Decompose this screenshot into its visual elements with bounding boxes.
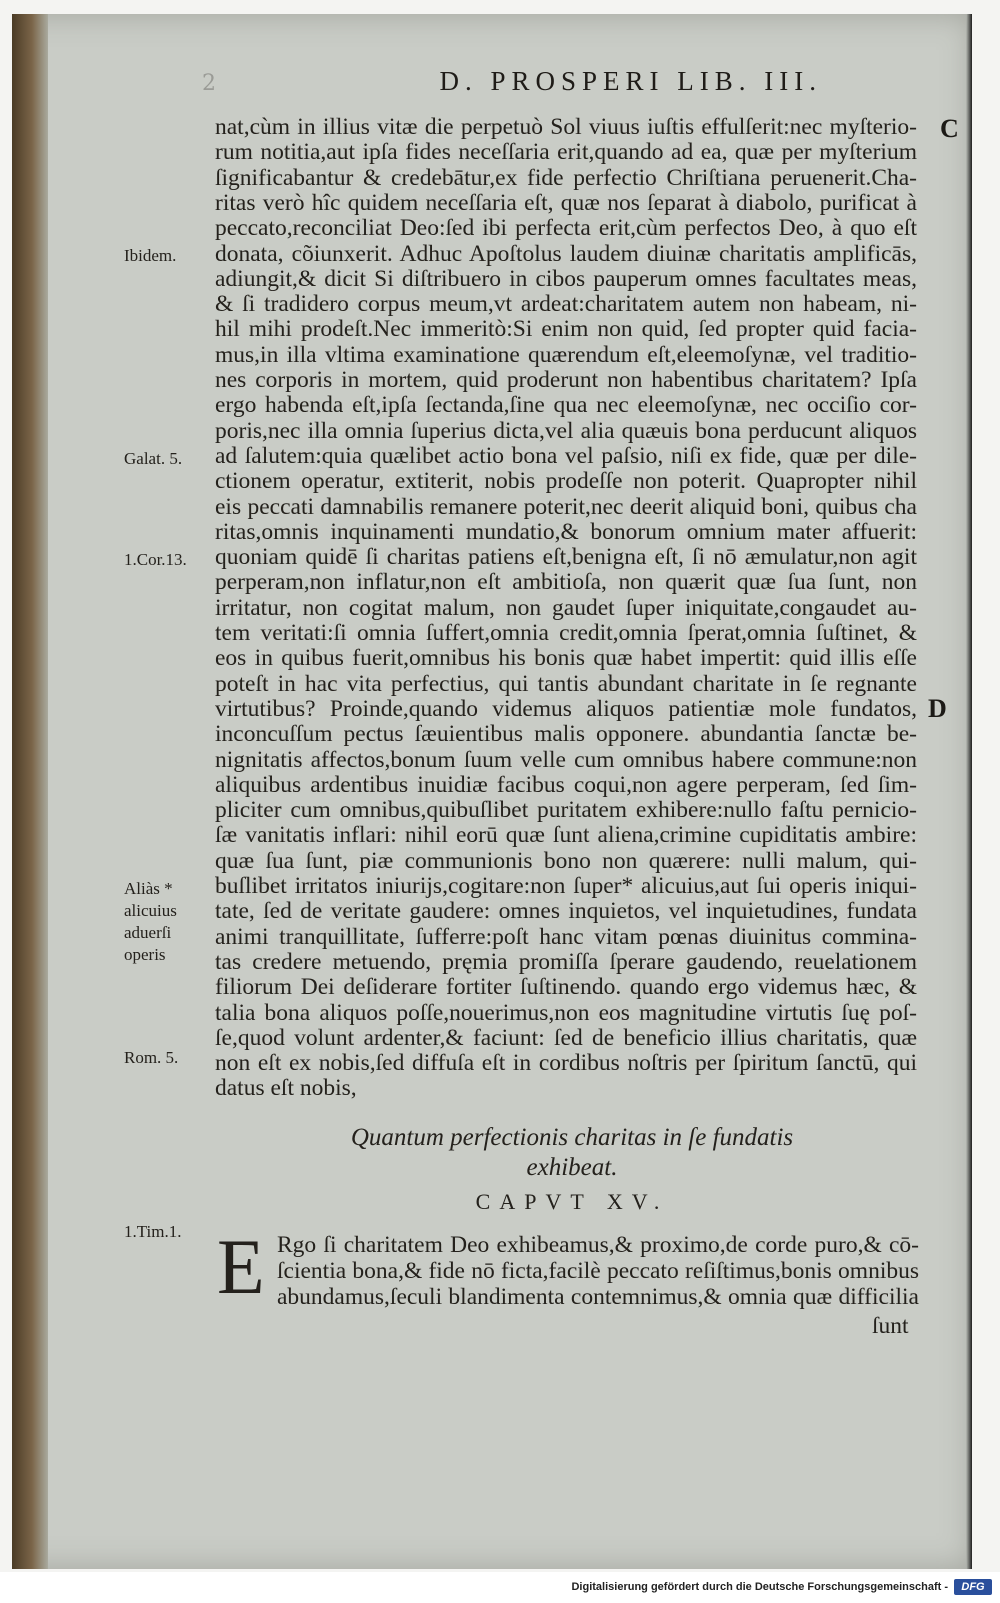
margin-note-rom: Rom. 5. bbox=[124, 1048, 179, 1067]
chapter-line: abundamus,ſeculi blandimenta contemnimus,& omnia quæ difficilia bbox=[277, 1284, 919, 1310]
text-line: buſlibet irritatos iniurijs,cogitare:non ſuper* alicuius,aut ſui operis iniqui- bbox=[215, 873, 917, 899]
chapter-label: CAPVT XV. bbox=[475, 1189, 669, 1214]
text-line: perperam,non inflatur,non eſt ambitioſa, non quærit quæ ſua ſunt, non bbox=[215, 569, 917, 596]
text-line: poris,nec illa omnia ſuperius dicta,vel alia quæuis bona perducunt aliquos bbox=[215, 417, 917, 444]
page-header bbox=[202, 66, 942, 97]
drop-capital: E bbox=[217, 1223, 265, 1310]
text-line: ſignificabantur & credebātur,ex fide perfectio Chriſtiana peruenerit.Cha- bbox=[215, 164, 917, 191]
text-line: quæ ſua ſunt, piæ communionis bono non quærere: nulli malum, qui- bbox=[215, 847, 917, 874]
text-line: donata, cõiunxerit. Adhuc Apoſtolus laudem diuinæ charitatis amplificās, bbox=[215, 240, 917, 267]
text-line: virtutibus? Proinde,quando videmus aliquos patientiæ mole fundatos, bbox=[215, 695, 917, 722]
catchword: ſunt bbox=[872, 1313, 909, 1339]
text-line: nignitatis affectos,bonum ſuum velle cum omnibus habere commune:non bbox=[215, 746, 917, 773]
margin-note-galat: Galat. 5. bbox=[124, 449, 183, 468]
text-line: ctionem operatur, extiterit, nobis prodeſſe non poterit. Quapropter nihil bbox=[215, 468, 917, 495]
text-line: animi tranquillitate, ſufferre:poſt hanc vitam pœnas diuinitus commina- bbox=[215, 923, 917, 950]
text-line: nes corporis in mortem, quid proderunt non habentibus charitatem? Ipſa bbox=[215, 367, 917, 393]
text-line: adiungit,& dicit Si diſtribuero in cibos pauperum omnes facultates meas, bbox=[215, 265, 917, 292]
text-line: & ſi tradidero corpus meum,vt ardeat:charitatem autem non habeam, ni- bbox=[215, 291, 917, 318]
text-line: irritatur, non cogitat malum, non gaudet ſuper iniquitate,congaudet au- bbox=[215, 594, 917, 621]
margin-note-alias: Aliàs * alicuius aduerſi operis bbox=[124, 879, 177, 964]
dfg-logo: DFG bbox=[954, 1579, 992, 1595]
margin-letter-c: C bbox=[940, 114, 959, 143]
text-line: talia bona aliquos poſſe,nouerimus,non eos magnitudine virtutis ſuę poſ- bbox=[215, 999, 917, 1026]
text-line: peccato,reconciliat Deo:ſed ibi perfecta erit,cùm perfectos Deo, à quo eſt bbox=[215, 215, 917, 242]
book-spine bbox=[12, 14, 48, 1569]
text-line: datus eſt nobis, bbox=[215, 1075, 357, 1102]
page-edge bbox=[966, 14, 972, 1569]
text-line: nat,cùm in illius vitæ die perpetuò Sol viuus iuſtis effulſerit:nec myſterio- bbox=[215, 114, 917, 140]
page-number: 2 bbox=[202, 71, 216, 96]
text-line: poteſt in hac vita perfectius, qui tantis abundant charitate in ſe regnante bbox=[215, 670, 917, 697]
text-line: tem veritati:ſi omnia ſuffert,omnia credit,omnia ſperat,omnia ſuſtinet, & bbox=[215, 620, 917, 646]
text-line: ſæ vanitatis inflari: nihil eorū quæ ſunt aliena,crimine cupiditatis ambire: bbox=[215, 822, 917, 849]
text-line: filiorum Dei deſiderare fortiter ſuſtinendo. quando ergo videmus hæc, & bbox=[215, 974, 917, 1001]
text-line: tas credere metuendo, pręmia promiſſa ſperare gaudendo, reuelationem bbox=[215, 948, 917, 975]
chapter-title-line-2: exhibeat. bbox=[526, 1154, 618, 1181]
text-line: ſe,quod volunt ardenter,& faciunt: ſed de beneficio illius charitatis, quæ bbox=[215, 1024, 917, 1051]
text-line: pliciter cum omnibus,quibuſlibet puritatem exhibere:nullo faſtu pernicio- bbox=[215, 797, 917, 824]
text-line: ad ſalutem:quia quælibet actio bona vel paſsio, niſi ex fide, quæ per dile- bbox=[215, 442, 917, 469]
text-line: aliquibus ardentibus inuidiæ facibus coqui,non agere perperam, ſed ſim- bbox=[215, 771, 917, 798]
text-line: inconcuſſum pectus ſæuientibus malis opponere. abundantia ſanctæ be- bbox=[215, 721, 917, 748]
chapter-line: Rgo ſi charitatem Deo exhibeamus,& proximo,de corde puro,& cō- bbox=[277, 1232, 919, 1258]
text-line: tate, ſed de veritate gaudere: omnes inquietos, vel inquietudines, fundata bbox=[215, 898, 917, 925]
text-line: eos in quibus fuerit,omnibus his bonis quæ habet impertit: quid illis eſſe bbox=[215, 645, 917, 672]
text-line: hil mihi prodeſt.Nec immeritò:Si enim non quid, ſed propter quid facia- bbox=[215, 316, 917, 343]
scanned-page bbox=[12, 14, 972, 1569]
footer-credit: Digitalisierung gefördert durch die Deutsche Forschungsgemeinschaft - bbox=[571, 1581, 948, 1593]
text-line: ritas,omnis inquinamenti mundatio,& bonorum omnium mater affuerit: bbox=[215, 518, 917, 545]
text-line: eis peccati damnabilis remanere poterit,nec deerit aliquid boni, quibus cha bbox=[215, 493, 917, 520]
text-line: non eſt ex nobis,ſed diffuſa eſt in cordibus noſtris per ſpiritum ſanctū, qui bbox=[215, 1050, 917, 1077]
margin-note-tim: 1.Tim.1. bbox=[124, 1222, 182, 1241]
text-line: mus,in illa vltima examinatione quærendum eſt,eleemoſynæ, vel traditio- bbox=[215, 341, 917, 368]
margin-note-ibidem: Ibidem. bbox=[124, 246, 177, 265]
chapter-line: ſcientia bona,& fide nō ficta,facilè peccato reſiſtimus,bonis omnibus bbox=[277, 1258, 919, 1284]
text-line: ergo habenda eſt,ipſa ſectanda,ſine qua nec eleemoſynæ, nec occiſio cor- bbox=[215, 392, 917, 419]
margin-note-cor: 1.Cor.13. bbox=[124, 550, 187, 569]
text-line: quoniam quidē ſi charitas patiens eſt,benigna eſt, ſi nō æmulatur,non agit bbox=[215, 544, 917, 571]
chapter-title-line-1: Quantum perfectionis charitas in ſe fundatis bbox=[350, 1124, 794, 1151]
digitization-footer bbox=[0, 1572, 1000, 1603]
margin-letter-d: D bbox=[928, 694, 947, 723]
running-head: D. PROSPERI LIB. III. bbox=[439, 66, 822, 96]
text-line: rum notitia,aut ipſa fides neceſſaria erit,quando ad ea, quæ per myſterium bbox=[215, 139, 917, 166]
text-line: ritas verò hîc quidem neceſſaria eſt, quæ nos ſeparat à diabolo, purificat à bbox=[215, 189, 917, 216]
